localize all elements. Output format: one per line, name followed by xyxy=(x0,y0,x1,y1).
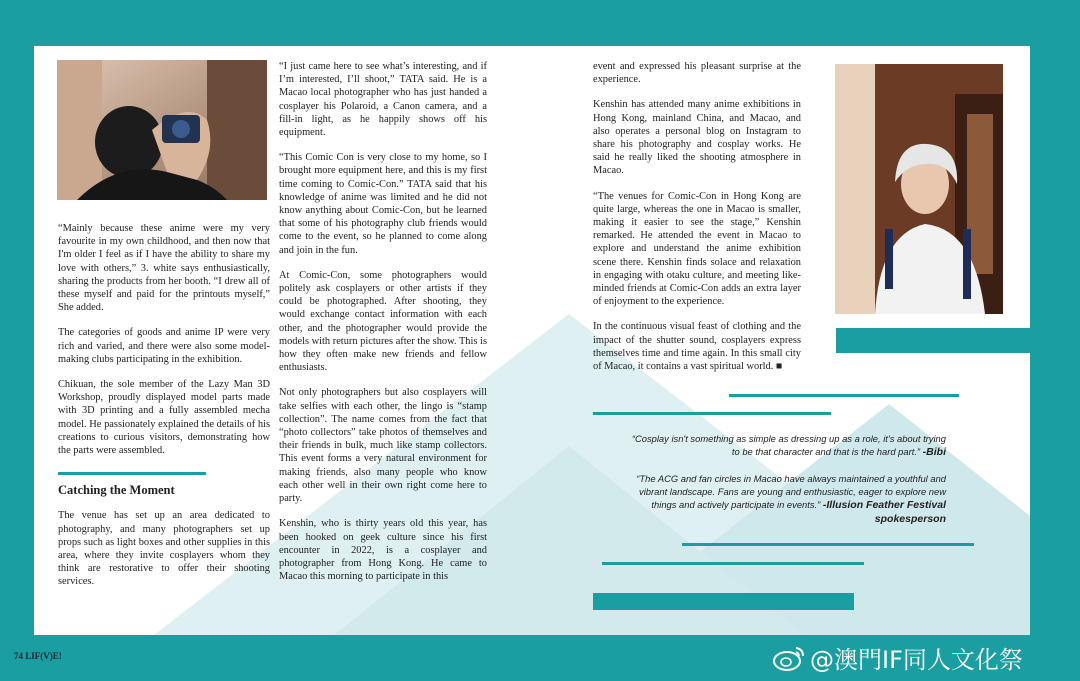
weibo-icon xyxy=(772,644,806,678)
watermark xyxy=(772,640,1023,678)
bar-line-1 xyxy=(729,394,959,397)
pull-quote-2-attribution: -Illusion Feather Festival spokesperson xyxy=(822,499,946,525)
col2-paragraph-3: At Comic-Con, some photographers would politely ask cosplayers or other artists if they could be photographed. After shooting, they would exchange contact information with each other, and the photographer would provide the models with return pictures after the show. This is how they often make new friends and fellow enthusiasts. xyxy=(279,269,487,374)
watermark-text: @澳門IF同人文化祭 xyxy=(810,646,1023,674)
col1-paragraph-3: Chikuan, the sole member of the Lazy Man 3D Workshop, proudly displayed model parts made with 3D printing and a fully assembled mecha model. He passionately explained the details of his creations to curious visitors, demonstrating how the parts were assembled. xyxy=(58,379,270,457)
col2-paragraph-5: Kenshin, who is thirty years old this year, has been hooked on geek culture since his first encounter in 2022, is a cosplayer and photographer from Hong Kong. He came to Macao this morning to participate in this xyxy=(279,518,487,583)
page-number-label: 74 LIF(V)E! xyxy=(14,651,62,661)
bar-line-4 xyxy=(602,562,864,565)
cosplayer-photo xyxy=(835,64,1003,314)
col3-paragraph-3: “The venues for Comic-Con in Hong Kong are quite large, whereas the one in Macao is smaller, making it easier to see the stage,” Kenshin remarked. He attended the event in Macao to explore and understand the anime exhibition scene there. Kenshin finds solace and relaxation in engaging with otaku culture, and meeting like-minded friends at Comic-Con adds an extra layer of enjoyment to the experience. xyxy=(593,190,801,308)
bar-block-bottom xyxy=(593,593,854,610)
pull-quote-2-text: “The ACG and fan circles in Macao have always maintained a youthful and vibrant landscape. Fans are young and enthusiastic, eager to explore new things and actively participate in events.” xyxy=(636,473,946,510)
pull-quote-1-attribution: -Bibi xyxy=(922,446,946,458)
pull-quote-2 xyxy=(624,472,946,526)
col2-paragraph-1: “I just came here to see what’s interesting, and if I’m interested, I’ll shoot,” TATA said. He is a Macao local photographer who has just handed a cosplayer his Polaroid, a Canon camera, and a fill-in light, as he happily shows off his equipment. xyxy=(279,61,487,139)
column-3 xyxy=(593,60,801,385)
col1-paragraph-4: The venue has set up an area dedicated to photography, and many photographers set up props such as light boxes and other supplies in this area, where they invite cosplayers whom they think are restorative to offer their shooting services. xyxy=(58,510,270,588)
col1-paragraph-1: “Mainly because these anime were my very favourite in my own childhood, and then now that I'm older I feel as if I have the ability to share my love with others,” 3. white says enthusiastically, sharing the products from her booth. “I drew all of these myself and paid for the printouts myself,” She added. xyxy=(58,223,270,314)
col3-paragraph-1: event and expressed his pleasant surprise at the experience. xyxy=(593,61,801,86)
column-1 xyxy=(58,222,270,601)
col2-paragraph-2: “This Comic Con is very close to my home, so I brought more equipment here, and this is my first time coming to Comic-Con.” TATA said that his knowledge of anime was limited and he did not know anything about Comic-Con, but he learned that some of his photography club friends would come to the event, so he planned to come along and join in the fun. xyxy=(279,152,487,256)
col2-paragraph-4: Not only photographers but also cosplayers will take selfies with each other, the lingo is “stamp collection”. The name comes from the fact that “photo collectors” take photos of themselves and their friends in bulk, much like stamp collectors. This event forms a very natural environment for making friends, also many people who know each other well in their own right come here to party. xyxy=(279,387,487,505)
col3-paragraph-2: Kenshin has attended many anime exhibitions in Hong Kong, mainland China, and Macao, and also operates a personal blog on Instagram to share his photography and cosplay works. He said he really liked the shooting atmosphere in Macao. xyxy=(593,99,801,177)
column-2 xyxy=(279,60,487,595)
col1-paragraph-2: The categories of goods and anime IP were very rich and varied, and there were also some model-making clubs participating in the exhibition. xyxy=(58,327,270,365)
pull-quote-1 xyxy=(624,432,946,459)
bar-line-3 xyxy=(682,543,974,546)
heading-divider xyxy=(58,472,206,475)
bar-photo-caption xyxy=(836,328,1030,353)
section-heading: Catching the Moment xyxy=(58,483,175,498)
pull-quote-1-text: “Cosplay isn't something as simple as dressing up as a role, it's about trying to be that character and that is the hard part.” xyxy=(631,433,946,457)
bar-line-2 xyxy=(593,412,831,415)
magazine-page xyxy=(34,46,1030,635)
col3-paragraph-4: In the continuous visual feast of clothing and the impact of the shutter sound, cosplayers express themselves time and time again. In this small city of Macao, it contains a vast spiritual world. ■ xyxy=(593,321,801,373)
photographer-photo xyxy=(57,60,267,200)
